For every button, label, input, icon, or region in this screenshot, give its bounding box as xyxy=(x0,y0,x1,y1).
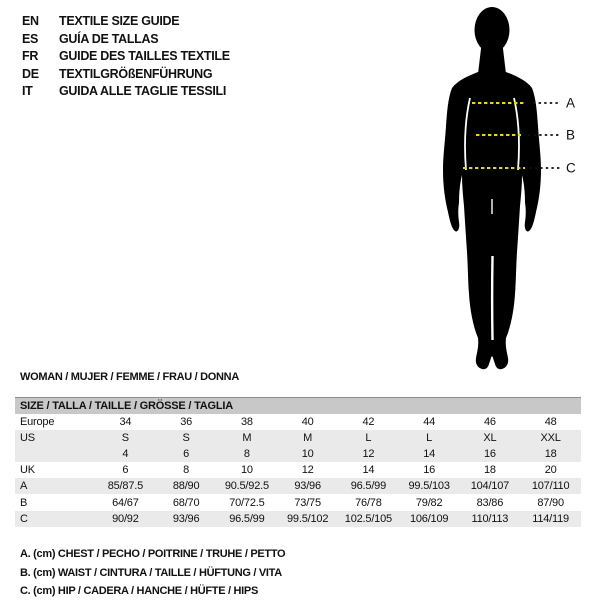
size-cell: 8 xyxy=(243,448,250,461)
size-cell: 8 xyxy=(183,464,190,477)
size-cell: 46 xyxy=(483,416,496,429)
size-cell: 42 xyxy=(362,416,375,429)
row-label: A xyxy=(20,480,28,493)
size-cell: 70/72.5 xyxy=(229,496,265,509)
language-title: TEXTILE SIZE GUIDE xyxy=(59,14,180,28)
language-code: IT xyxy=(22,84,33,99)
row-label: B xyxy=(20,496,28,509)
language-row xyxy=(22,66,230,84)
size-cell: S xyxy=(121,432,129,445)
table-row-us-numeric xyxy=(15,446,581,462)
language-row xyxy=(22,31,230,49)
size-cell: 12 xyxy=(301,464,314,477)
language-row xyxy=(22,83,230,101)
language-row xyxy=(22,48,230,66)
size-cell: 99.5/103 xyxy=(408,480,450,493)
size-cell: 102.5/105 xyxy=(344,512,392,525)
size-cell: M xyxy=(303,432,313,445)
silhouette-neck xyxy=(478,40,506,74)
size-cell: 79/82 xyxy=(415,496,443,509)
table-row-waist xyxy=(15,494,581,510)
size-cell: 96.5/99 xyxy=(229,512,265,525)
size-cell: 36 xyxy=(180,416,193,429)
size-cell: 44 xyxy=(423,416,436,429)
waist-marker-label: B xyxy=(566,127,576,143)
size-cell: 96.5/99 xyxy=(350,480,387,493)
size-cell: 93/96 xyxy=(294,480,321,493)
table-row-europe xyxy=(15,414,581,430)
row-label: UK xyxy=(20,464,35,477)
size-cell: XL xyxy=(483,432,497,445)
size-cell: 38 xyxy=(240,416,253,429)
size-cell: 85/87.5 xyxy=(107,480,144,493)
size-cell: 16 xyxy=(483,448,496,461)
size-cell: 106/109 xyxy=(409,512,449,525)
table-row-us xyxy=(15,430,581,446)
size-cell: 90/92 xyxy=(112,512,139,525)
size-cell: 68/70 xyxy=(172,496,200,509)
size-cell: XXL xyxy=(540,432,561,445)
size-cell: 10 xyxy=(301,448,314,461)
woman-silhouette-figure xyxy=(402,0,600,380)
size-cell: L xyxy=(365,432,372,445)
size-cell: 114/119 xyxy=(532,512,569,525)
size-cell: 93/96 xyxy=(172,512,200,525)
size-cell: 12 xyxy=(362,448,375,461)
size-cell: 110/113 xyxy=(471,512,509,525)
size-cell: 107/110 xyxy=(531,480,570,493)
size-cell: M xyxy=(242,432,252,445)
size-cell: 83/86 xyxy=(476,496,504,509)
language-code: FR xyxy=(22,49,39,64)
size-cell: 14 xyxy=(423,448,436,461)
language-code: DE xyxy=(22,66,39,81)
language-title: TEXTILGRÖßENFÜHRUNG xyxy=(59,66,213,81)
legend-hip: C. (cm) HIP / CADERA / HANCHE / HÜFTE / HIPS xyxy=(20,585,258,598)
legend-chest: A. (cm) CHEST / PECHO / POITRINE / TRUHE / PETTO xyxy=(20,548,286,560)
size-cell: 104/107 xyxy=(470,480,510,493)
language-title: GUIDE DES TAILLES TEXTILE xyxy=(59,49,230,64)
size-cell: 18 xyxy=(544,448,557,461)
row-label: C xyxy=(20,512,28,525)
size-cell: 10 xyxy=(240,464,253,477)
size-cell: 4 xyxy=(122,448,129,461)
row-label: US xyxy=(20,432,35,445)
measurement-legend xyxy=(20,545,285,600)
language-title: GUIDA ALLE TAGLIE TESSILI xyxy=(59,84,227,99)
size-table-header: SIZE / TALLA / TAILLE / GRÖSSE / TAGLIA xyxy=(15,397,581,414)
gender-title: WOMAN / MUJER / FEMME / FRAU / DONNA xyxy=(20,371,239,383)
size-cell: 34 xyxy=(119,416,132,429)
size-cell: 90.5/92.5 xyxy=(224,480,269,493)
row-label: Europe xyxy=(20,416,55,429)
size-cell: 88/90 xyxy=(172,480,200,493)
language-list xyxy=(22,13,230,101)
size-cell: 6 xyxy=(183,448,190,461)
language-code: EN xyxy=(22,14,39,28)
size-cell: 64/67 xyxy=(112,496,139,509)
size-cell: 87/90 xyxy=(537,496,564,509)
legend-waist: B. (cm) WAIST / CINTURA / TAILLE / HÜFTUNG / VITA xyxy=(20,566,282,579)
size-cell: 16 xyxy=(423,464,436,477)
size-cell: 73/75 xyxy=(294,496,321,509)
size-cell: L xyxy=(426,432,433,445)
size-cell: 6 xyxy=(122,464,129,477)
table-row-uk xyxy=(15,462,581,478)
hip-marker-label: C xyxy=(566,160,576,176)
size-cell: 14 xyxy=(362,464,375,477)
size-cell: 76/78 xyxy=(355,496,382,509)
language-title: GUÍA DE TALLAS xyxy=(59,31,159,46)
size-cell: 18 xyxy=(483,464,496,477)
size-cell: 48 xyxy=(544,416,557,429)
size-cell: 40 xyxy=(301,416,314,429)
size-cell: S xyxy=(182,432,190,445)
size-cell: 99.5/102 xyxy=(287,512,329,525)
table-row-chest xyxy=(15,478,581,494)
table-row-hip xyxy=(15,511,581,527)
chest-marker-label: A xyxy=(566,95,576,111)
size-table xyxy=(15,397,581,527)
language-row xyxy=(22,13,230,31)
language-code: ES xyxy=(22,31,39,46)
size-cell: 20 xyxy=(544,464,557,477)
